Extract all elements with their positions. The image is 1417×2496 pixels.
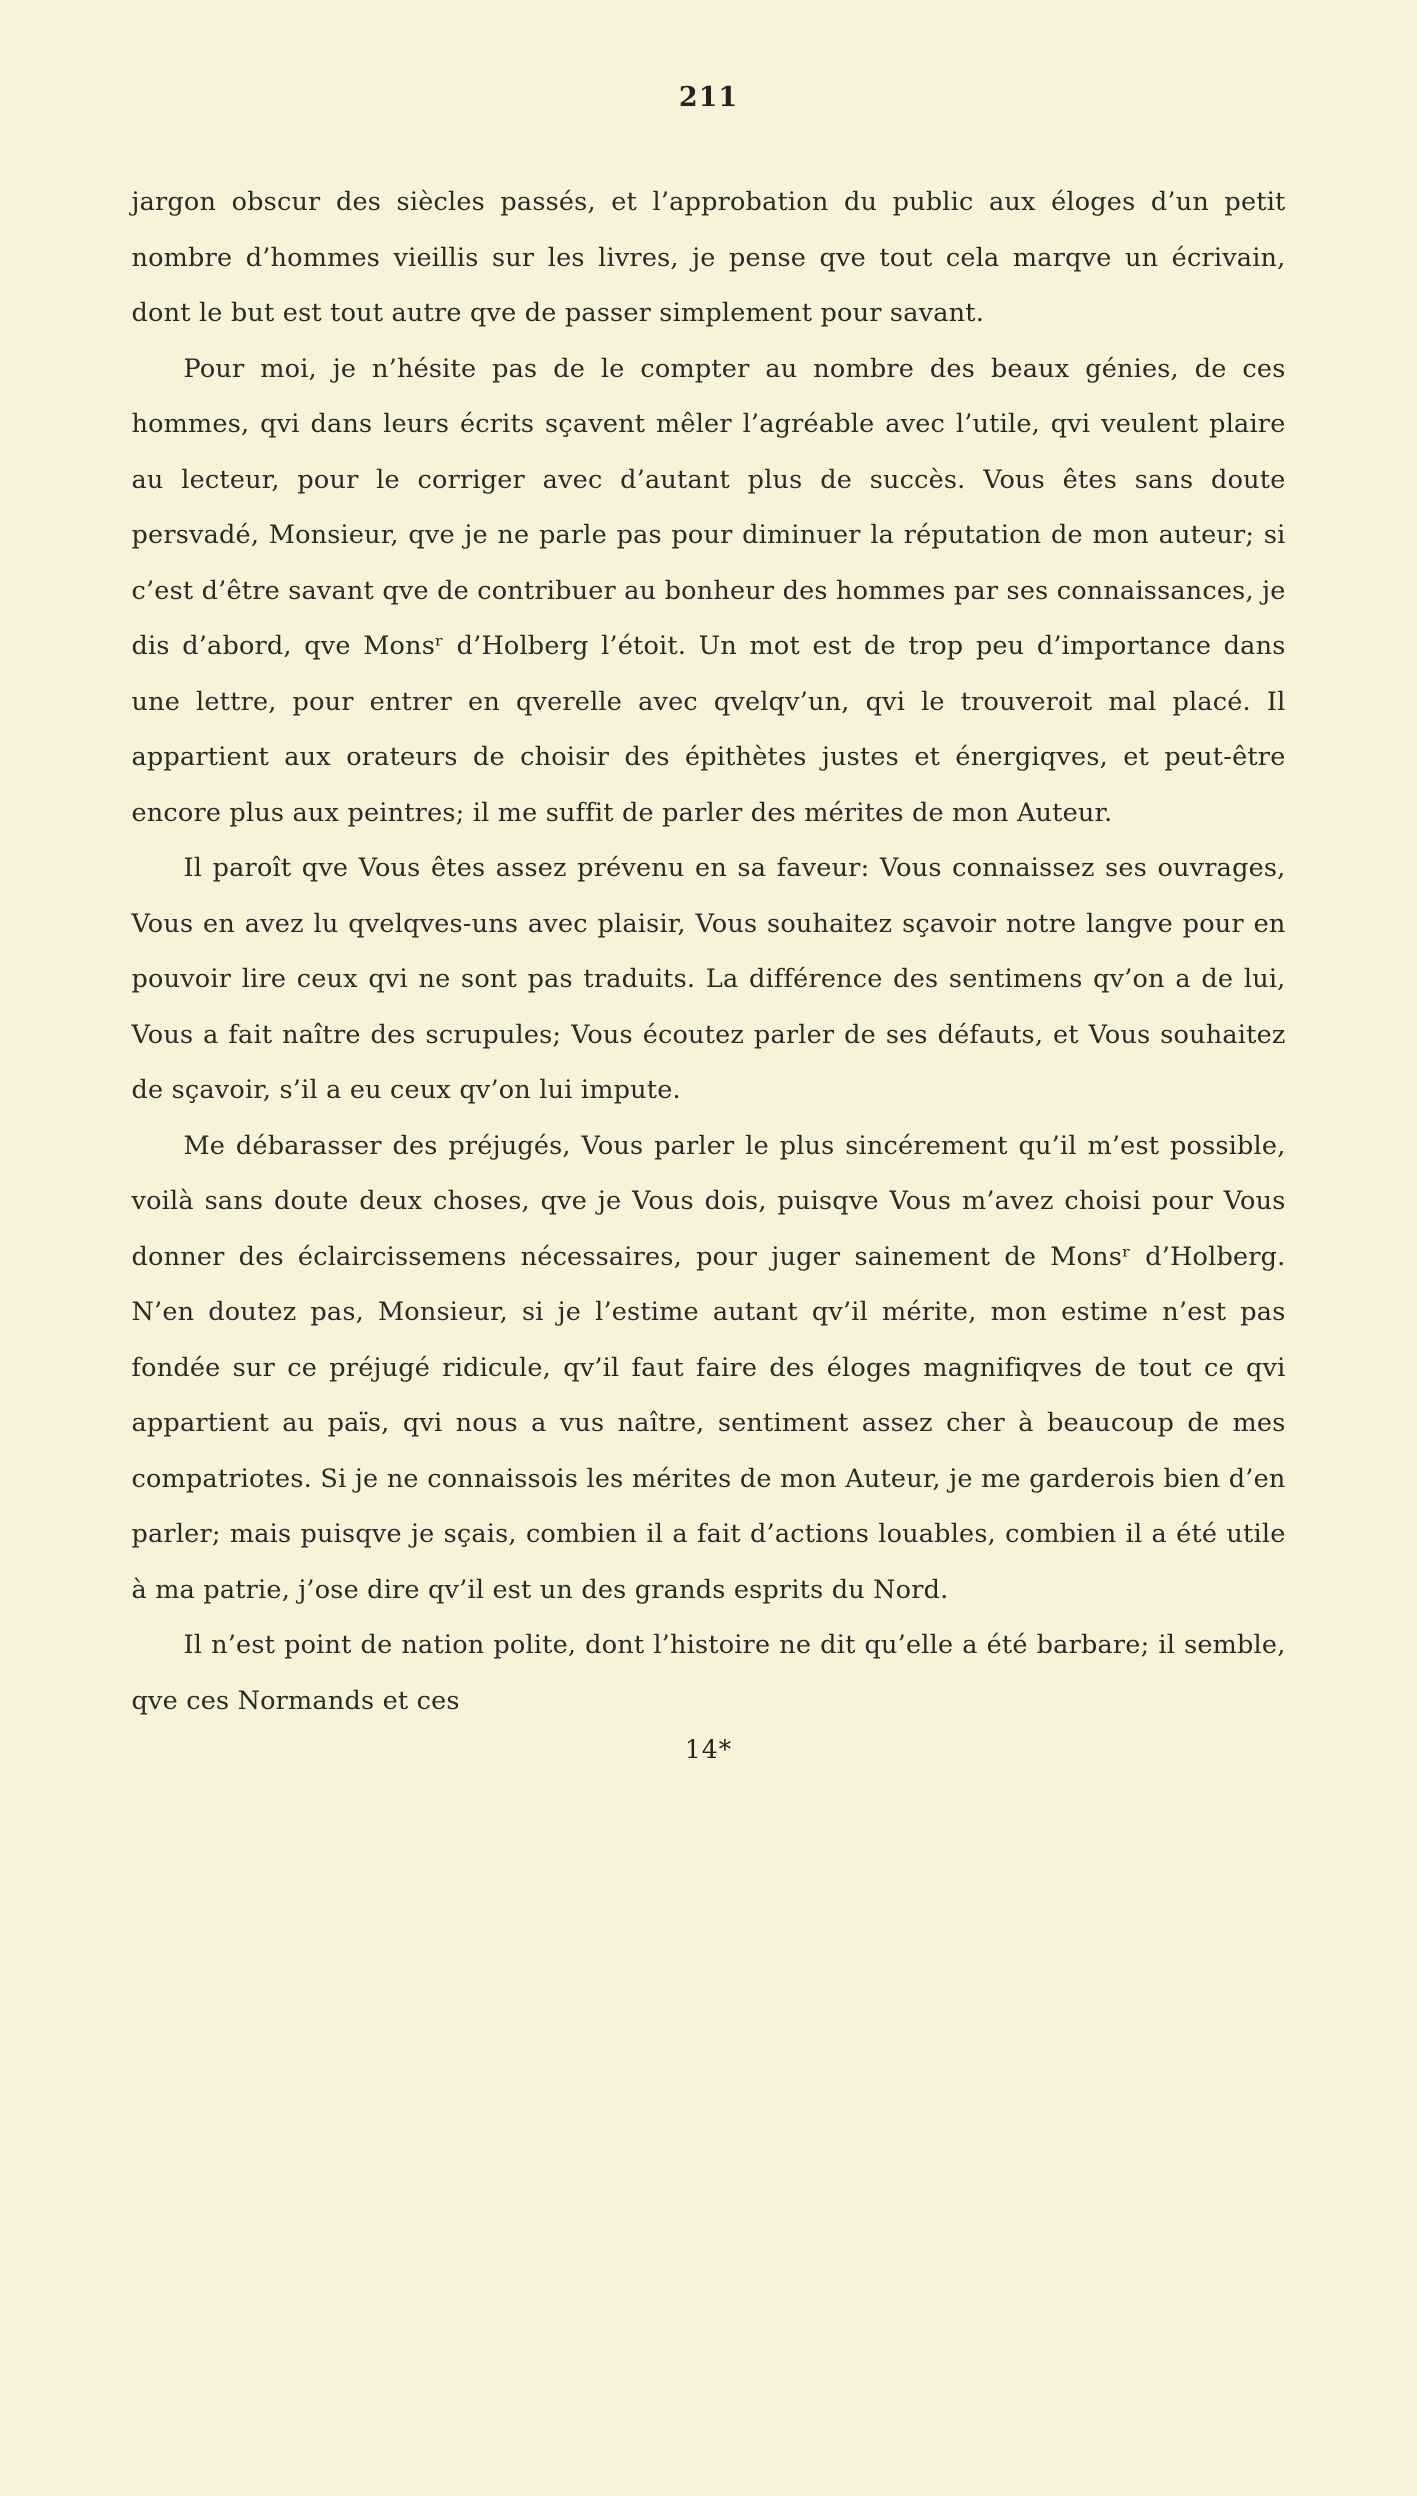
paragraph-1: jargon obscur des siècles passés, et l’approbation du public aux éloges d’un petit nombre d’hommes vieillis sur les livres, je pense qve tout cela marqve un écrivain, dont le but est tout autre qve de passer simplement pour savant.	[131, 187, 1286, 328]
paragraph-2: Pour moi, je n’hésite pas de le compter au nombre des beaux génies, de ces hommes, qvi dans leurs écrits sçavent mêler l’agréable avec l’utile, qvi veulent plaire au lecteur, pour le corriger avec d’autant plus de succès. Vous êtes sans doute persvadé, Monsieur, qve je ne parle pas pour diminuer la réputation de mon auteur; si c’est d’être savant qve de contribuer au bonheur des hommes par ses connaissances, je dis d’abord, qve Monsʳ d’Holberg l’étoit. Un mot est de trop peu d’importance dans une lettre, pour entrer en qverelle avec qvelqv’un, qvi le trouveroit mal placé. Il appartient aux orateurs de choisir des épithètes justes et énergiqves, et peut-être encore plus aux peintres; il me suffit de parler des mérites de mon Auteur.	[131, 353, 1286, 828]
page-number: 211	[678, 82, 739, 113]
signature-mark: 14*	[684, 1735, 733, 1764]
signature-mark-row	[132, 1735, 1286, 1764]
page-text-body	[132, 175, 1286, 1729]
paragraph-5: Il n’est point de nation polite, dont l’histoire ne dit qu’elle a été barbare; il semble, qve ces Normands et ces	[131, 1630, 1286, 1716]
document-page	[0, 82, 1417, 2496]
paragraph-3: Il paroît qve Vous êtes assez prévenu en sa faveur: Vous connaissez ses ouvrages, Vous en avez lu qvelqves-uns avec plaisir, Vous souhaitez sçavoir notre langve pour en pouvoir lire ceux qvi ne sont pas traduits. La différence des sentimens qv’on a de lui, Vous a fait naître des scrupules; Vous écoutez parler de ses défauts, et Vous souhaitez de sçavoir, s’il a eu ceux qv’on lui impute.	[131, 853, 1286, 1105]
paragraph-4: Me débarasser des préjugés, Vous parler le plus sincérement qu’il m’est possible, voilà sans doute deux choses, qve je Vous dois, puisqve Vous m’avez choisi pour Vous donner des éclaircissemens nécessaires, pour juger sainement de Monsʳ d’Holberg. N’en doutez pas, Monsieur, si je l’estime autant qv’il mérite, mon estime n’est pas fondée sur ce préjugé ridicule, qv’il faut faire des éloges magnifiqves de tout ce qvi appartient au païs, qvi nous a vus naître, sentiment assez cher à beaucoup de mes compatriotes. Si je ne connaissois les mérites de mon Auteur, je me garderois bien d’en parler; mais puisqve je sçais, combien il a fait d’actions louables, combien il a été utile à ma patrie, j’ose dire qv’il est un des grands esprits du Nord.	[131, 1130, 1286, 1605]
